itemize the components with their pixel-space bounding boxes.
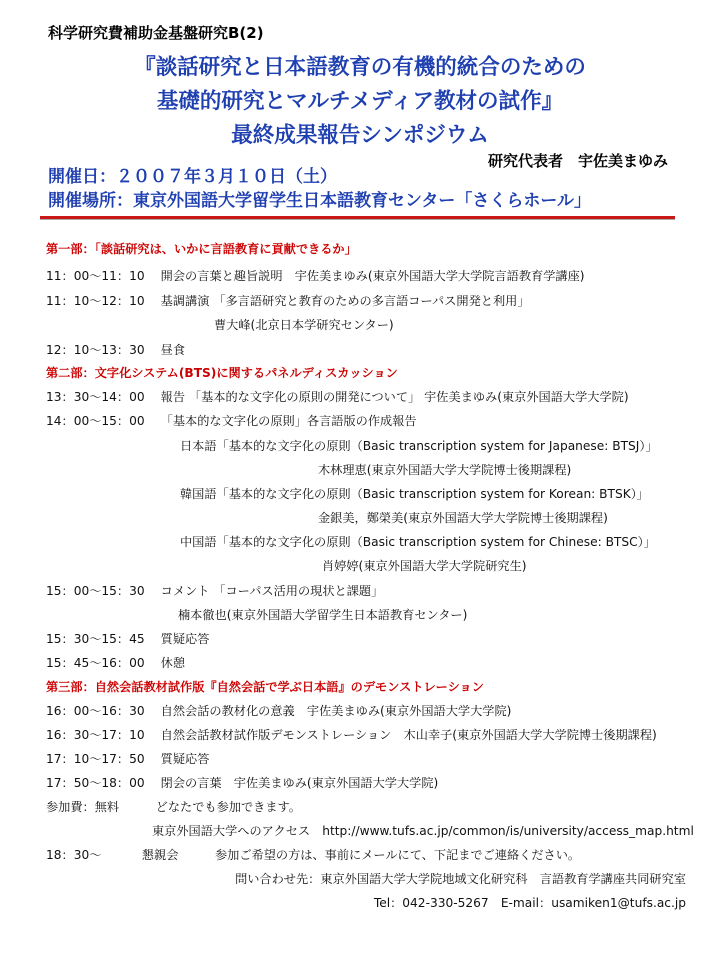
- language-report-line: 日本語「基本的な文字化の原則（Basic transcription system for Japanese: BTSJ）」: [180, 439, 658, 453]
- section-heading-part-2: 第二部：文字化システム(BTS)に関するパネルディスカッション: [46, 366, 398, 380]
- schedule-line: 12：10～13：30 昼食: [46, 343, 186, 357]
- schedule-line: 15：45～16：00 休憩: [46, 656, 186, 670]
- schedule-line: 16：00～16：30 自然会話の教材化の意義 宇佐美まゆみ(東京外国語大学大学院): [46, 704, 512, 718]
- access-line: 東京外国語大学へのアクセス http://www.tufs.ac.jp/common/is/university/access_map.html: [152, 824, 694, 838]
- grant-title: 科学研究費補助金基盤研究B(2): [48, 24, 264, 42]
- contact-line: 問い合わせ先：東京外国語大学大学院地域文化研究科 言語教育学講座共同研究室: [235, 872, 686, 886]
- event-venue: 開催場所：東京外国語大学留学生日本語教育センター「さくらホール」: [48, 191, 591, 211]
- schedule-line: 17：50～18：00 閉会の言葉 宇佐美まゆみ(東京外国語大学大学院): [46, 776, 439, 790]
- schedule-line: 13：30～14：00 報告 「基本的な文字化の原則の開発について」 宇佐美まゆみ(東京外国語大学大学院): [46, 390, 629, 404]
- schedule-line: 14：00～15：00 「基本的な文字化の原則」各言語版の作成報告: [46, 414, 417, 428]
- symposium-title-line-2: 基礎的研究とマルチメディア教材の試作』: [156, 89, 564, 114]
- schedule-line: 11：00～11：10 開会の言葉と趣旨説明 宇佐美まゆみ(東京外国語大学大学院言語教育学講座): [46, 269, 585, 283]
- section-heading-part-1: 第一部：「談話研究は、いかに言語教育に貢献できるか」: [46, 242, 357, 256]
- event-date: 開催日：２００７年３月１０日（土）: [48, 167, 337, 187]
- fee-line: 参加費：無料 どなたでも参加できます。: [46, 800, 301, 814]
- divider-gray: [40, 219, 675, 220]
- schedule-line: 15：30～15：45 質疑応答: [46, 632, 210, 646]
- speaker-line: 木林理恵(東京外国語大学大学院博士後期課程): [318, 463, 572, 477]
- reception-line: 18：30～ 懇親会 参加ご希望の方は、事前にメールにて、下記までご連絡ください。: [46, 848, 581, 862]
- representative: 研究代表者 宇佐美まゆみ: [487, 152, 668, 170]
- contact-details: Tel：042-330-5267 E-mail：usamiken1@tufs.ac.jp: [373, 896, 686, 910]
- speaker-line: 曹大峰(北京日本学研究センター): [214, 318, 394, 332]
- section-heading-part-3: 第三部：自然会話教材試作版『自然会話で学ぶ日本語』のデモンストレーション: [46, 680, 484, 694]
- speaker-line: 金銀美，鄭榮美(東京外国語大学大学院博士後期課程): [318, 511, 608, 525]
- speaker-line: 楠本徹也(東京外国語大学留学生日本語教育センター): [178, 608, 468, 622]
- symposium-title-line-1: 『談話研究と日本語教育の有機的統合のための: [134, 55, 586, 80]
- schedule-line: 17：10～17：50 質疑応答: [46, 752, 210, 766]
- language-report-line: 韓国語「基本的な文字化の原則（Basic transcription system for Korean: BTSK）」: [180, 487, 649, 501]
- schedule-line: 16：30～17：10 自然会話教材試作版デモンストレーション 木山幸子(東京外国語大学大学院博士後期課程): [46, 728, 657, 742]
- symposium-title-line-3: 最終成果報告シンポジウム: [231, 123, 489, 148]
- language-report-line: 中国語「基本的な文字化の原則（Basic transcription system for Chinese: BTSC）」: [180, 535, 656, 549]
- speaker-line: 肖婷婷(東京外国語大学大学院研究生): [322, 559, 527, 573]
- schedule-line: 11：10～12：10 基調講演 「多言語研究と教育のための多言語コーパス開発と利用」: [46, 294, 530, 308]
- schedule-line: 15：00～15：30 コメント 「コーパス活用の現状と課題」: [46, 584, 384, 598]
